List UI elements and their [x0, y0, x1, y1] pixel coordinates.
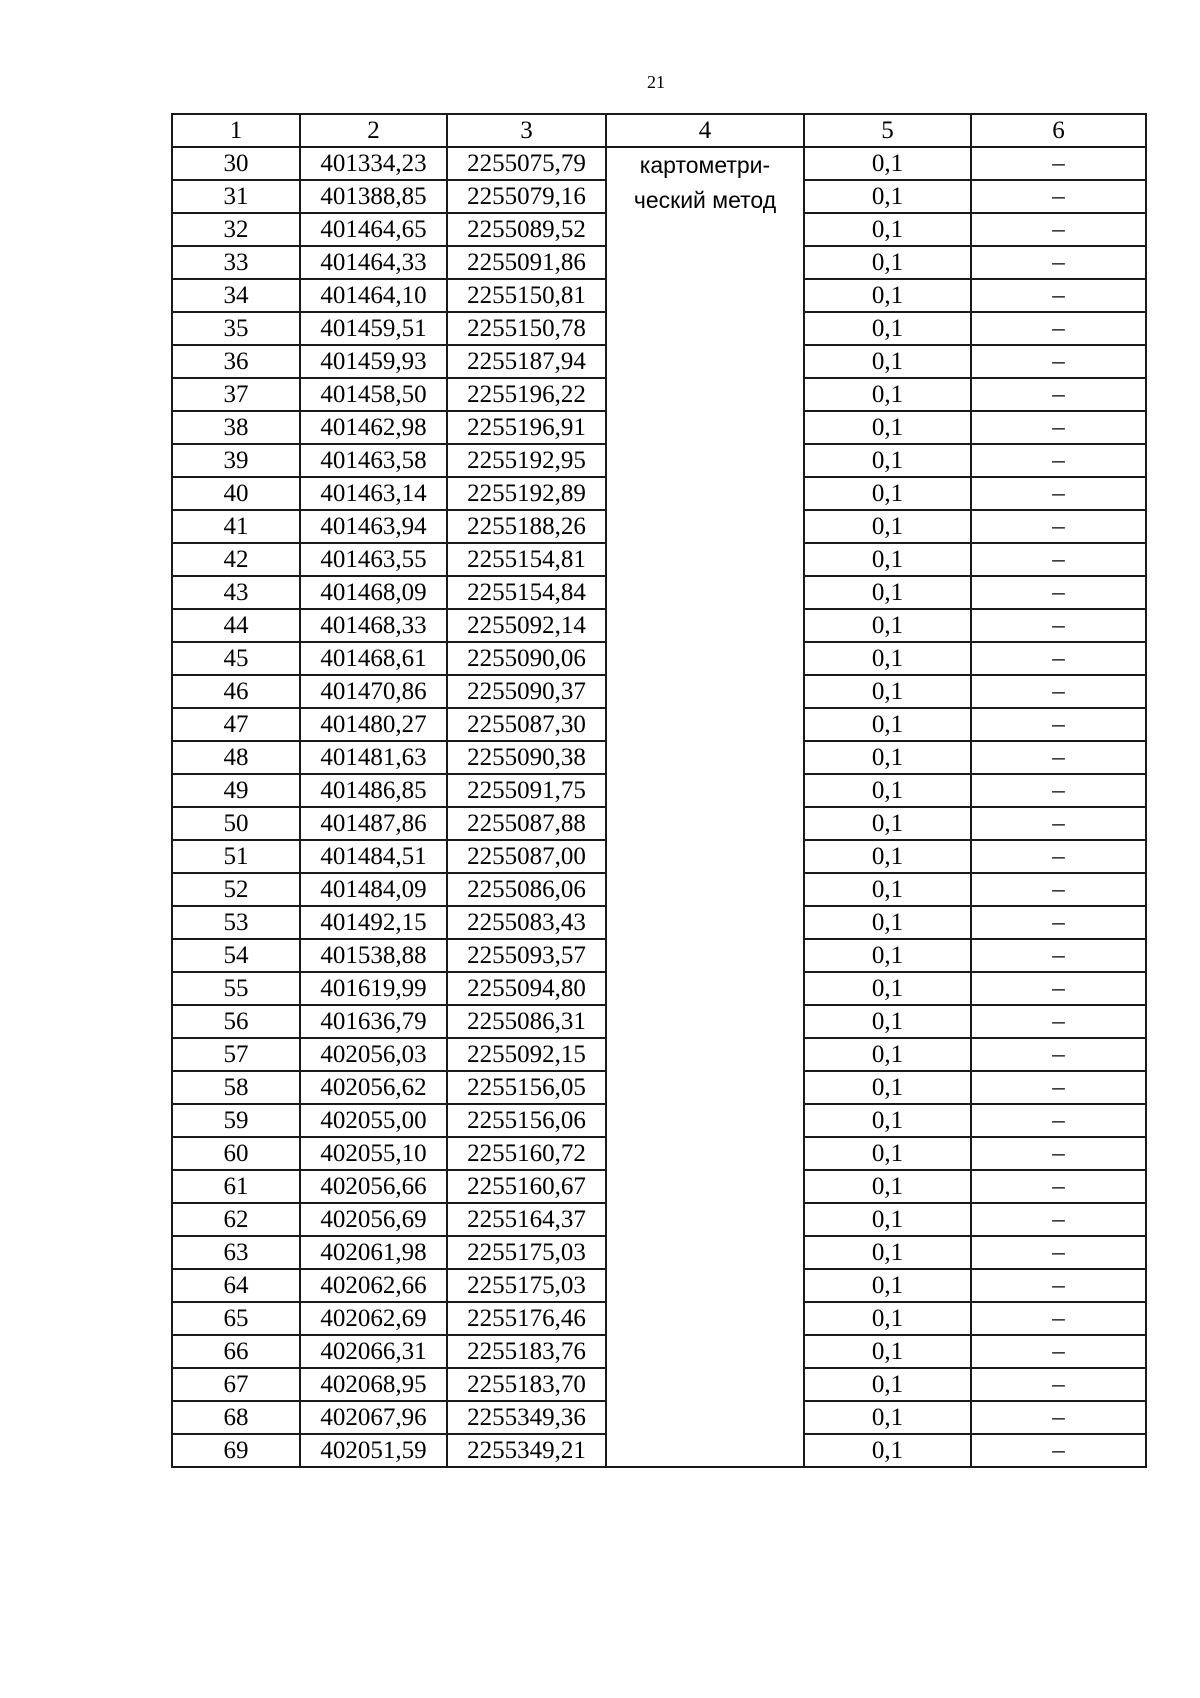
accuracy-cell: 0,1 — [804, 510, 971, 543]
x-coordinate-cell: 402056,03 — [300, 1038, 447, 1071]
accuracy-cell: 0,1 — [804, 708, 971, 741]
point-number-cell: 47 — [172, 708, 300, 741]
point-number-cell: 63 — [172, 1236, 300, 1269]
point-number-cell: 39 — [172, 444, 300, 477]
x-coordinate-cell: 402055,00 — [300, 1104, 447, 1137]
accuracy-cell: 0,1 — [804, 1137, 971, 1170]
column-header-2: 2 — [300, 114, 447, 147]
y-coordinate-cell: 2255192,89 — [447, 477, 606, 510]
note-cell: – — [971, 1038, 1146, 1071]
accuracy-cell: 0,1 — [804, 180, 971, 213]
accuracy-cell: 0,1 — [804, 246, 971, 279]
x-coordinate-cell: 401468,33 — [300, 609, 447, 642]
note-cell: – — [971, 1269, 1146, 1302]
accuracy-cell: 0,1 — [804, 543, 971, 576]
x-coordinate-cell: 401464,33 — [300, 246, 447, 279]
point-number-cell: 64 — [172, 1269, 300, 1302]
x-coordinate-cell: 401538,88 — [300, 939, 447, 972]
x-coordinate-cell: 401459,93 — [300, 345, 447, 378]
point-number-cell: 36 — [172, 345, 300, 378]
point-number-cell: 68 — [172, 1401, 300, 1434]
note-cell: – — [971, 147, 1146, 180]
y-coordinate-cell: 2255160,67 — [447, 1170, 606, 1203]
y-coordinate-cell: 2255192,95 — [447, 444, 606, 477]
point-number-cell: 67 — [172, 1368, 300, 1401]
column-header-4: 4 — [606, 114, 804, 147]
y-coordinate-cell: 2255092,15 — [447, 1038, 606, 1071]
point-number-cell: 65 — [172, 1302, 300, 1335]
accuracy-cell: 0,1 — [804, 1401, 971, 1434]
y-coordinate-cell: 2255175,03 — [447, 1236, 606, 1269]
y-coordinate-cell: 2255349,21 — [447, 1434, 606, 1467]
point-number-cell: 42 — [172, 543, 300, 576]
point-number-cell: 41 — [172, 510, 300, 543]
note-cell: – — [971, 1137, 1146, 1170]
note-cell: – — [971, 543, 1146, 576]
point-number-cell: 62 — [172, 1203, 300, 1236]
method-line-1: картометри- — [639, 152, 771, 178]
method-line-2: ческий метод — [633, 187, 777, 213]
point-number-cell: 56 — [172, 1005, 300, 1038]
x-coordinate-cell: 401470,86 — [300, 675, 447, 708]
x-coordinate-cell: 402062,66 — [300, 1269, 447, 1302]
y-coordinate-cell: 2255183,76 — [447, 1335, 606, 1368]
x-coordinate-cell: 401463,94 — [300, 510, 447, 543]
note-cell: – — [971, 609, 1146, 642]
y-coordinate-cell: 2255083,43 — [447, 906, 606, 939]
accuracy-cell: 0,1 — [804, 1005, 971, 1038]
x-coordinate-cell: 401334,23 — [300, 147, 447, 180]
note-cell: – — [971, 1236, 1146, 1269]
point-number-cell: 53 — [172, 906, 300, 939]
x-coordinate-cell: 401462,98 — [300, 411, 447, 444]
y-coordinate-cell: 2255090,06 — [447, 642, 606, 675]
y-coordinate-cell: 2255176,46 — [447, 1302, 606, 1335]
x-coordinate-cell: 401468,09 — [300, 576, 447, 609]
accuracy-cell: 0,1 — [804, 1434, 971, 1467]
x-coordinate-cell: 401463,58 — [300, 444, 447, 477]
note-cell: – — [971, 411, 1146, 444]
y-coordinate-cell: 2255349,36 — [447, 1401, 606, 1434]
y-coordinate-cell: 2255160,72 — [447, 1137, 606, 1170]
x-coordinate-cell: 402055,10 — [300, 1137, 447, 1170]
x-coordinate-cell: 401388,85 — [300, 180, 447, 213]
note-cell: – — [971, 1335, 1146, 1368]
point-number-cell: 51 — [172, 840, 300, 873]
accuracy-cell: 0,1 — [804, 873, 971, 906]
x-coordinate-cell: 401463,14 — [300, 477, 447, 510]
y-coordinate-cell: 2255087,00 — [447, 840, 606, 873]
note-cell: – — [971, 444, 1146, 477]
x-coordinate-cell: 401459,51 — [300, 312, 447, 345]
accuracy-cell: 0,1 — [804, 642, 971, 675]
note-cell: – — [971, 1302, 1146, 1335]
column-header-5: 5 — [804, 114, 971, 147]
point-number-cell: 43 — [172, 576, 300, 609]
x-coordinate-cell: 402061,98 — [300, 1236, 447, 1269]
x-coordinate-cell: 401464,10 — [300, 279, 447, 312]
column-header-1: 1 — [172, 114, 300, 147]
point-number-cell: 49 — [172, 774, 300, 807]
accuracy-cell: 0,1 — [804, 1302, 971, 1335]
point-number-cell: 38 — [172, 411, 300, 444]
note-cell: – — [971, 1071, 1146, 1104]
point-number-cell: 59 — [172, 1104, 300, 1137]
y-coordinate-cell: 2255183,70 — [447, 1368, 606, 1401]
point-number-cell: 58 — [172, 1071, 300, 1104]
x-coordinate-cell: 401481,63 — [300, 741, 447, 774]
point-number-cell: 45 — [172, 642, 300, 675]
note-cell: – — [971, 1104, 1146, 1137]
note-cell: – — [971, 642, 1146, 675]
note-cell: – — [971, 1203, 1146, 1236]
point-number-cell: 50 — [172, 807, 300, 840]
accuracy-cell: 0,1 — [804, 345, 971, 378]
accuracy-cell: 0,1 — [804, 1038, 971, 1071]
note-cell: – — [971, 279, 1146, 312]
x-coordinate-cell: 402051,59 — [300, 1434, 447, 1467]
y-coordinate-cell: 2255164,37 — [447, 1203, 606, 1236]
x-coordinate-cell: 402068,95 — [300, 1368, 447, 1401]
note-cell: – — [971, 906, 1146, 939]
accuracy-cell: 0,1 — [804, 444, 971, 477]
x-coordinate-cell: 401463,55 — [300, 543, 447, 576]
accuracy-cell: 0,1 — [804, 411, 971, 444]
accuracy-cell: 0,1 — [804, 840, 971, 873]
accuracy-cell: 0,1 — [804, 1104, 971, 1137]
x-coordinate-cell: 401636,79 — [300, 1005, 447, 1038]
note-cell: – — [971, 345, 1146, 378]
accuracy-cell: 0,1 — [804, 807, 971, 840]
accuracy-cell: 0,1 — [804, 279, 971, 312]
note-cell: – — [971, 180, 1146, 213]
x-coordinate-cell: 401480,27 — [300, 708, 447, 741]
note-cell: – — [971, 939, 1146, 972]
x-coordinate-cell: 401468,61 — [300, 642, 447, 675]
note-cell: – — [971, 213, 1146, 246]
y-coordinate-cell: 2255187,94 — [447, 345, 606, 378]
y-coordinate-cell: 2255175,03 — [447, 1269, 606, 1302]
y-coordinate-cell: 2255156,05 — [447, 1071, 606, 1104]
accuracy-cell: 0,1 — [804, 774, 971, 807]
note-cell: – — [971, 378, 1146, 411]
point-number-cell: 57 — [172, 1038, 300, 1071]
y-coordinate-cell: 2255086,31 — [447, 1005, 606, 1038]
y-coordinate-cell: 2255093,57 — [447, 939, 606, 972]
x-coordinate-cell: 401486,85 — [300, 774, 447, 807]
y-coordinate-cell: 2255156,06 — [447, 1104, 606, 1137]
accuracy-cell: 0,1 — [804, 1203, 971, 1236]
point-number-cell: 55 — [172, 972, 300, 1005]
accuracy-cell: 0,1 — [804, 1071, 971, 1104]
x-coordinate-cell: 402066,31 — [300, 1335, 447, 1368]
column-header-3: 3 — [447, 114, 606, 147]
x-coordinate-cell: 402067,96 — [300, 1401, 447, 1434]
accuracy-cell: 0,1 — [804, 378, 971, 411]
y-coordinate-cell: 2255086,06 — [447, 873, 606, 906]
note-cell: – — [971, 510, 1146, 543]
y-coordinate-cell: 2255079,16 — [447, 180, 606, 213]
accuracy-cell: 0,1 — [804, 1236, 971, 1269]
accuracy-cell: 0,1 — [804, 213, 971, 246]
y-coordinate-cell: 2255154,81 — [447, 543, 606, 576]
point-number-cell: 33 — [172, 246, 300, 279]
y-coordinate-cell: 2255188,26 — [447, 510, 606, 543]
point-number-cell: 31 — [172, 180, 300, 213]
x-coordinate-cell: 401458,50 — [300, 378, 447, 411]
accuracy-cell: 0,1 — [804, 675, 971, 708]
x-coordinate-cell: 401484,51 — [300, 840, 447, 873]
x-coordinate-cell: 402056,69 — [300, 1203, 447, 1236]
note-cell: – — [971, 741, 1146, 774]
x-coordinate-cell: 401492,15 — [300, 906, 447, 939]
x-coordinate-cell: 402062,69 — [300, 1302, 447, 1335]
note-cell: – — [971, 774, 1146, 807]
accuracy-cell: 0,1 — [804, 312, 971, 345]
table-header-row — [172, 114, 1146, 147]
point-number-cell: 30 — [172, 147, 300, 180]
point-number-cell: 35 — [172, 312, 300, 345]
y-coordinate-cell: 2255196,91 — [447, 411, 606, 444]
y-coordinate-cell: 2255091,86 — [447, 246, 606, 279]
point-number-cell: 44 — [172, 609, 300, 642]
accuracy-cell: 0,1 — [804, 1368, 971, 1401]
y-coordinate-cell: 2255092,14 — [447, 609, 606, 642]
note-cell: – — [971, 477, 1146, 510]
note-cell: – — [971, 1434, 1146, 1467]
point-number-cell: 48 — [172, 741, 300, 774]
note-cell: – — [971, 1170, 1146, 1203]
method-cell — [606, 147, 804, 1467]
point-number-cell: 40 — [172, 477, 300, 510]
accuracy-cell: 0,1 — [804, 1269, 971, 1302]
note-cell: – — [971, 840, 1146, 873]
accuracy-cell: 0,1 — [804, 906, 971, 939]
y-coordinate-cell: 2255150,78 — [447, 312, 606, 345]
point-number-cell: 52 — [172, 873, 300, 906]
accuracy-cell: 0,1 — [804, 972, 971, 1005]
note-cell: – — [971, 873, 1146, 906]
y-coordinate-cell: 2255196,22 — [447, 378, 606, 411]
x-coordinate-cell: 401619,99 — [300, 972, 447, 1005]
note-cell: – — [971, 246, 1146, 279]
y-coordinate-cell: 2255090,37 — [447, 675, 606, 708]
note-cell: – — [971, 1401, 1146, 1434]
y-coordinate-cell: 2255089,52 — [447, 213, 606, 246]
y-coordinate-cell: 2255075,79 — [447, 147, 606, 180]
coordinates-table — [171, 113, 1147, 1468]
note-cell: – — [971, 708, 1146, 741]
note-cell: – — [971, 1005, 1146, 1038]
accuracy-cell: 0,1 — [804, 576, 971, 609]
y-coordinate-cell: 2255090,38 — [447, 741, 606, 774]
table-body — [172, 147, 1146, 1467]
point-number-cell: 66 — [172, 1335, 300, 1368]
point-number-cell: 54 — [172, 939, 300, 972]
accuracy-cell: 0,1 — [804, 1170, 971, 1203]
y-coordinate-cell: 2255094,80 — [447, 972, 606, 1005]
point-number-cell: 32 — [172, 213, 300, 246]
accuracy-cell: 0,1 — [804, 1335, 971, 1368]
table-row — [172, 147, 1146, 180]
accuracy-cell: 0,1 — [804, 939, 971, 972]
y-coordinate-cell: 2255087,30 — [447, 708, 606, 741]
y-coordinate-cell: 2255150,81 — [447, 279, 606, 312]
accuracy-cell: 0,1 — [804, 147, 971, 180]
x-coordinate-cell: 402056,62 — [300, 1071, 447, 1104]
point-number-cell: 69 — [172, 1434, 300, 1467]
column-header-6: 6 — [971, 114, 1146, 147]
y-coordinate-cell: 2255154,84 — [447, 576, 606, 609]
x-coordinate-cell: 401464,65 — [300, 213, 447, 246]
point-number-cell: 60 — [172, 1137, 300, 1170]
note-cell: – — [971, 675, 1146, 708]
x-coordinate-cell: 401484,09 — [300, 873, 447, 906]
note-cell: – — [971, 1368, 1146, 1401]
x-coordinate-cell: 402056,66 — [300, 1170, 447, 1203]
note-cell: – — [971, 807, 1146, 840]
note-cell: – — [971, 972, 1146, 1005]
y-coordinate-cell: 2255091,75 — [447, 774, 606, 807]
y-coordinate-cell: 2255087,88 — [447, 807, 606, 840]
point-number-cell: 46 — [172, 675, 300, 708]
point-number-cell: 37 — [172, 378, 300, 411]
accuracy-cell: 0,1 — [804, 609, 971, 642]
point-number-cell: 61 — [172, 1170, 300, 1203]
x-coordinate-cell: 401487,86 — [300, 807, 447, 840]
note-cell: – — [971, 312, 1146, 345]
note-cell: – — [971, 576, 1146, 609]
point-number-cell: 34 — [172, 279, 300, 312]
accuracy-cell: 0,1 — [804, 741, 971, 774]
accuracy-cell: 0,1 — [804, 477, 971, 510]
page-number: 21 — [647, 72, 665, 92]
